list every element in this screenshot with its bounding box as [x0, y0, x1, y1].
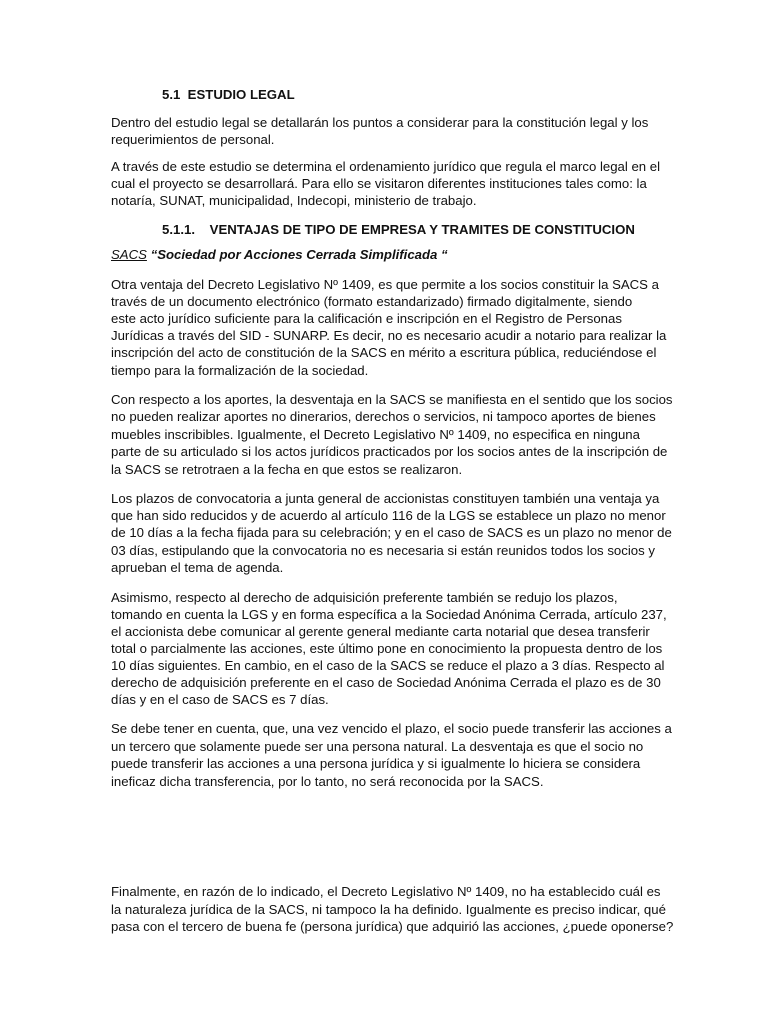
paragraph-line: de 10 días a la fecha fijada para su celebración; y en el caso de SACS es un plazo no menor de	[111, 525, 672, 540]
paragraph-line: través de un documento electrónico (formato estandarizado) firmado digitalmente, siendo	[111, 294, 633, 309]
paragraph-line: no pueden realizar aportes no dinerarios, derechos o servicios, ni tampoco aportes de bienes	[111, 409, 656, 424]
paragraph-line: 03 días, estipulando que la convocatoria no es necesaria si están reunidos todos los socios y	[111, 543, 655, 558]
paragraph-line: cual el proyecto se desarrollará. Para ello se visitaron diferentes instituciones tales como: la	[111, 176, 647, 191]
paragraph-line: derecho de adquisición preferente en el caso de Sociedad Anónima Cerrada el plazo es de 30	[111, 675, 661, 690]
section-heading-5-1-1	[162, 221, 635, 238]
section-title: VENTAJAS DE TIPO DE EMPRESA Y TRAMITES DE CONSTITUCION	[209, 222, 635, 237]
paragraph-line: Los plazos de convocatoria a junta general de accionistas constituyen también una ventaja ya	[111, 491, 660, 506]
paragraph-line: A través de este estudio se determina el ordenamiento jurídico que regula el marco legal en el	[111, 159, 661, 174]
paragraph-line: puede transferir las acciones a una persona jurídica y si igualmente lo hiciera se considera	[111, 756, 641, 771]
paragraph-line: total o parcialmente las acciones, este último pone en conocimiento la propuesta dentro de los	[111, 641, 663, 656]
paragraph-line: este acto jurídico suficiente para la calificación e inscripción en el Registro de Personas	[111, 311, 622, 326]
paragraph-line: Otra ventaja del Decreto Legislativo Nº 1409, es que permite a los socios constituir la SACS a	[111, 277, 659, 292]
paragraph-line: requerimientos de personal.	[111, 132, 275, 147]
paragraph-line: tiempo para la formalización de la sociedad.	[111, 363, 369, 378]
paragraph-line: días y en el caso de SACS es 7 días.	[111, 692, 329, 707]
section-heading-5-1	[162, 86, 295, 103]
paragraph-line: la naturaleza jurídica de la SACS, ni tampoco la ha definido. Igualmente es preciso indicar, qué	[111, 902, 666, 917]
section-number: 5.1.1.	[162, 222, 195, 237]
paragraph-line: un tercero que solamente puede ser una persona natural. La desventaja es que el socio no	[111, 739, 644, 754]
sacs-full-name: “Sociedad por Acciones Cerrada Simplificada “	[150, 247, 448, 262]
paragraph-line: la SACS se retrotraen a la fecha en que estos se realizaron.	[111, 462, 463, 477]
section-number: 5.1	[162, 87, 181, 102]
section-title: ESTUDIO LEGAL	[187, 87, 295, 102]
paragraph-line: que han sido reducidos y de acuerdo al artículo 116 de la LGS se establece un plazo no menor	[111, 508, 666, 523]
sacs-heading	[111, 246, 448, 263]
paragraph-line: Finalmente, en razón de lo indicado, el Decreto Legislativo Nº 1409, no ha establecido cuál es	[111, 884, 661, 899]
paragraph-line: tomando en cuenta la LGS y en forma específica a la Sociedad Anónima Cerrada, artículo 237,	[111, 607, 667, 622]
paragraph-line: ineficaz dicha transferencia, por lo tanto, no será reconocida por la SACS.	[111, 774, 544, 789]
paragraph-line: Asimismo, respecto al derecho de adquisición preferente también se redujo los plazos,	[111, 590, 618, 605]
paragraph-line: parte de su articulado si los actos jurídicos practicados por los socios antes de la inscripción de	[111, 444, 668, 459]
paragraph-line: Dentro del estudio legal se detallarán los puntos a considerar para la constitución legal y los	[111, 115, 649, 130]
paragraph-line: inscripción del acto de constitución de la SACS en mérito a escritura pública, reduciéndose el	[111, 345, 657, 360]
paragraph-line: aprueban el tema de agenda.	[111, 560, 284, 575]
paragraph-line: Se debe tener en cuenta, que, una vez vencido el plazo, el socio puede transferir las acciones a	[111, 721, 672, 736]
paragraph-line: pasa con el tercero de buena fe (persona jurídica) que adquirió las acciones, ¿puede oponerse?	[111, 919, 674, 934]
paragraph-line: el accionista debe comunicar al gerente general mediante carta notarial que desea transferir	[111, 624, 650, 639]
sacs-abbreviation: SACS	[111, 247, 147, 262]
paragraph-line: 10 días siguientes. En cambio, en el caso de la SACS se reduce el plazo a 3 días. Respecto al	[111, 658, 665, 673]
paragraph-line: Jurídicas a través del SID - SUNARP. Es decir, no es necesario acudir a notario para realizar la	[111, 328, 667, 343]
paragraph-line: notaría, SUNAT, municipalidad, Indecopi, ministerio de trabajo.	[111, 193, 477, 208]
paragraph-line: Con respecto a los aportes, la desventaja en la SACS se manifiesta en el sentido que los socios	[111, 392, 673, 407]
paragraph-line: muebles inscribibles. Igualmente, el Decreto Legislativo Nº 1409, no especifica en ninguna	[111, 427, 640, 442]
